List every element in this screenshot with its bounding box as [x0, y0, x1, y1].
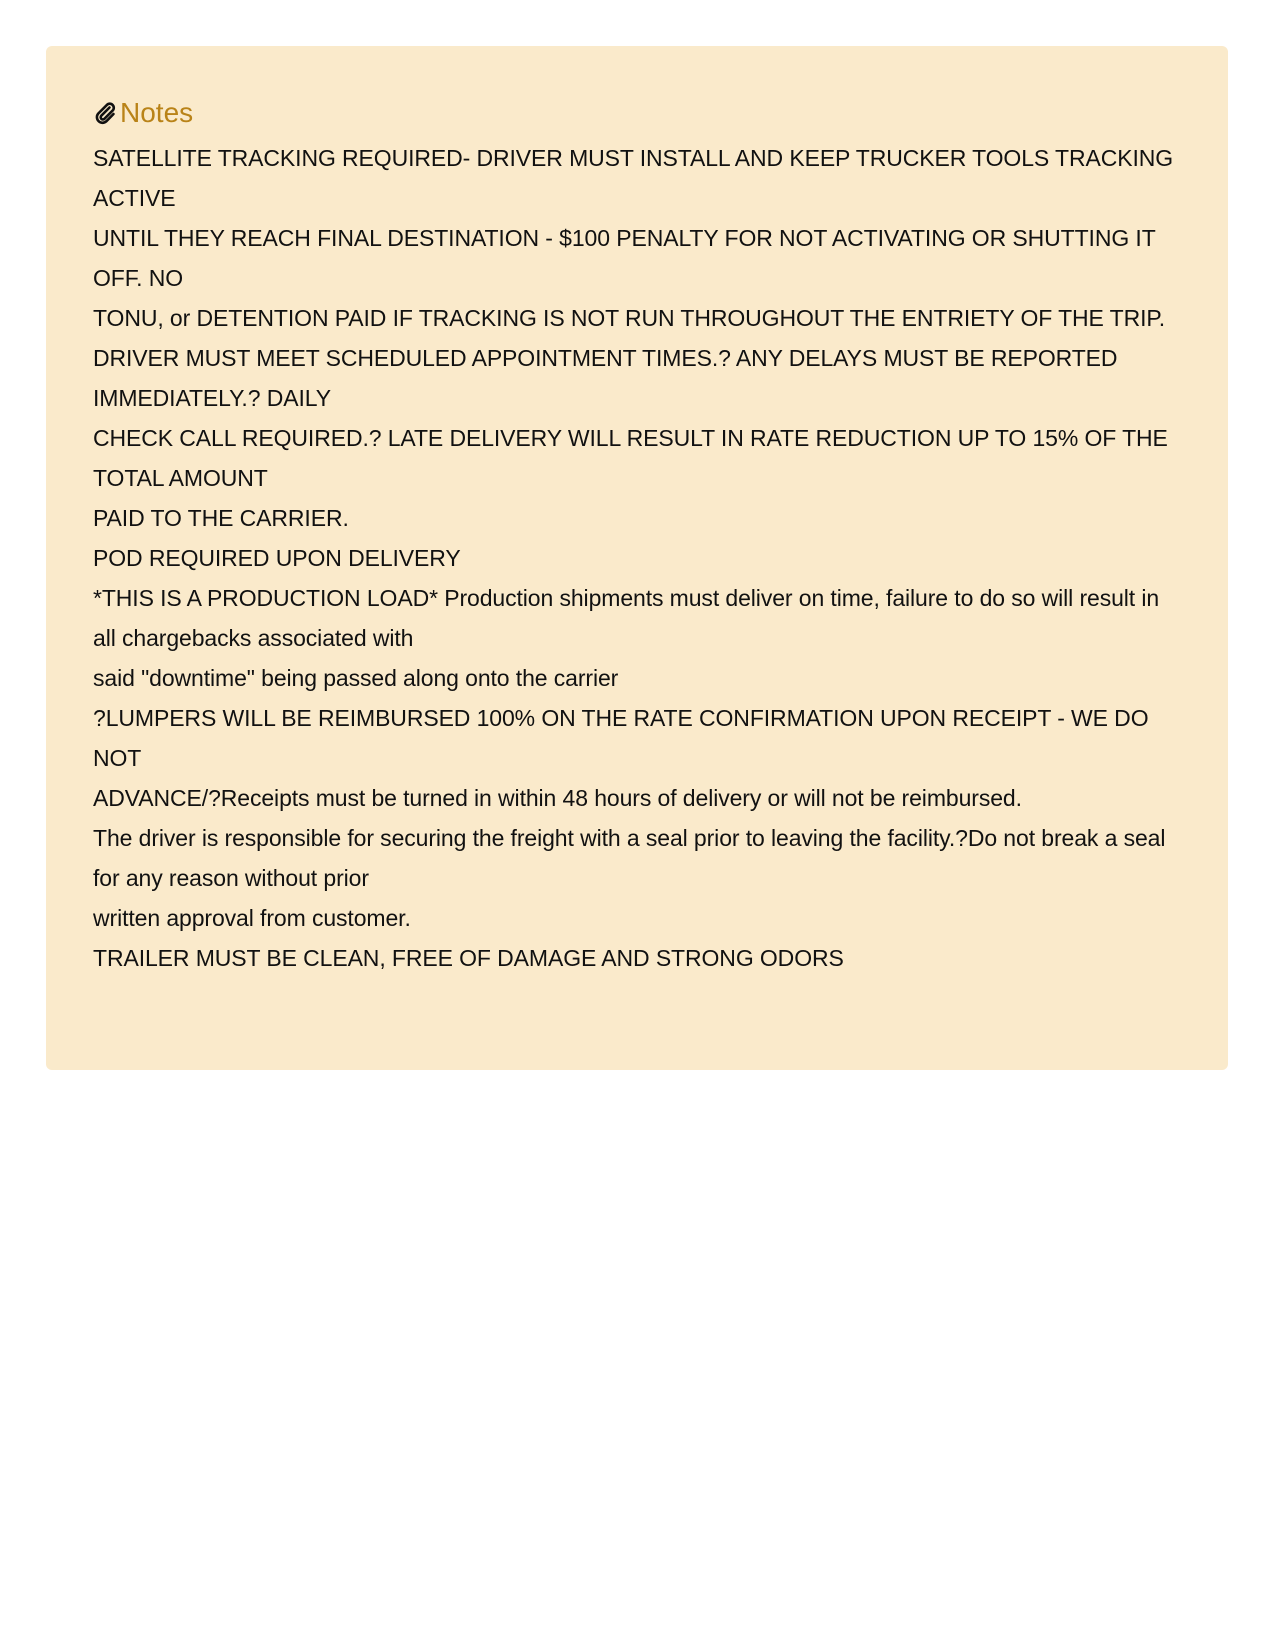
notes-line: TONU, or DETENTION PAID IF TRACKING IS NOT RUN THROUGHOUT THE ENTRIETY OF THE TRIP. [93, 305, 1165, 331]
notes-body [93, 138, 1182, 978]
notes-line: The driver is responsible for securing the freight with a seal prior to leaving the facility.?Do not break a seal for any reason without prior [93, 825, 1166, 891]
notes-title: Notes [120, 97, 194, 128]
notes-line: written approval from customer. [93, 905, 411, 931]
notes-line: TRAILER MUST BE CLEAN, FREE OF DAMAGE AND STRONG ODORS [93, 945, 844, 971]
paperclip-icon [93, 101, 117, 125]
notes-line: PAID TO THE CARRIER. [93, 505, 349, 531]
notes-line: UNTIL THEY REACH FINAL DESTINATION - $100 PENALTY FOR NOT ACTIVATING OR SHUTTING IT OFF. NO [93, 225, 1156, 291]
notes-line: SATELLITE TRACKING REQUIRED- DRIVER MUST INSTALL AND KEEP TRUCKER TOOLS TRACKING ACTIVE [93, 145, 1174, 211]
notes-line: said "downtime" being passed along onto the carrier [93, 665, 619, 691]
notes-line: DRIVER MUST MEET SCHEDULED APPOINTMENT TIMES.? ANY DELAYS MUST BE REPORTED IMMEDIATELY.? DAILY [93, 345, 1118, 411]
notes-line: ?LUMPERS WILL BE REIMBURSED 100% ON THE RATE CONFIRMATION UPON RECEIPT - WE DO NOT [93, 705, 1149, 771]
notes-header [93, 96, 1182, 130]
notes-line: POD REQUIRED UPON DELIVERY [93, 545, 461, 571]
notes-line: CHECK CALL REQUIRED.? LATE DELIVERY WILL RESULT IN RATE REDUCTION UP TO 15% OF THE TOTAL AMOUNT [93, 425, 1168, 491]
notes-line: *THIS IS A PRODUCTION LOAD* Production shipments must deliver on time, failure to do so will result in all chargebacks associated with [93, 585, 1160, 651]
notes-line: ADVANCE/?Receipts must be turned in within 48 hours of delivery or will not be reimbursed. [93, 785, 1022, 811]
notes-panel [46, 46, 1228, 1070]
